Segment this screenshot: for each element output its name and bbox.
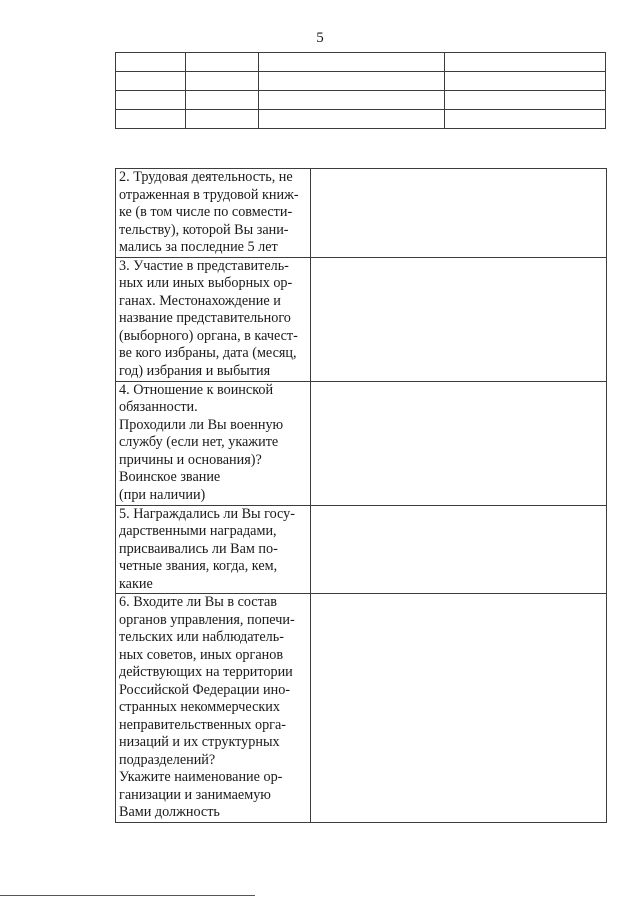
question-text-line: год) избрания и выбытия	[119, 362, 271, 379]
question-text-line: (при наличии)	[119, 486, 206, 503]
question-row-5	[116, 505, 607, 594]
table-cell[interactable]	[185, 53, 258, 72]
question-text-line: тельских или наблюдатель-	[119, 629, 284, 645]
table-cell[interactable]	[258, 110, 445, 129]
question-text-line: отраженная в трудовой книж-	[119, 186, 299, 203]
table-cell[interactable]	[116, 110, 186, 129]
question-text-line: Укажите наименование ор-	[119, 769, 283, 785]
answer-cell[interactable]	[311, 257, 607, 381]
question-text-line: Проходили ли Вы военную	[119, 416, 284, 433]
question-text-line: 4. Отношение к воинской	[119, 381, 274, 398]
question-cell	[116, 505, 311, 594]
page-number: 5	[316, 30, 324, 46]
table-cell[interactable]	[258, 53, 445, 72]
question-text-line: (выборного) органа, в качест-	[119, 327, 298, 344]
footnote-divider	[0, 895, 255, 896]
table-cell[interactable]	[445, 53, 606, 72]
question-text-line: Вами должность	[119, 804, 220, 820]
question-text-line: ке (в том числе по совмести-	[119, 204, 293, 220]
table-cell[interactable]	[258, 72, 445, 91]
question-cell	[116, 594, 311, 823]
question-text-line: действующих на территории	[119, 664, 293, 680]
question-row-2	[116, 169, 607, 258]
questionnaire-table	[115, 168, 607, 823]
question-text-line: неправительственных орга-	[119, 716, 287, 733]
table-cell[interactable]	[116, 53, 186, 72]
question-text-line: Российской Федерации ино-	[119, 681, 291, 698]
table-cell[interactable]	[116, 72, 186, 91]
question-text-line: ганизации и занимаемую	[119, 786, 271, 803]
question-text-line: органов управления, попечи-	[119, 611, 295, 628]
table-row	[116, 110, 606, 129]
question-text-line: причины и основания)?	[119, 451, 262, 468]
question-text-line: низаций и их структурных	[119, 734, 280, 750]
question-text-line: дарственными наградами,	[119, 523, 277, 539]
question-text-line: ных советов, иных органов	[119, 646, 284, 663]
answer-cell[interactable]	[311, 169, 607, 258]
question-text-line: ве кого избраны, дата (месяц,	[119, 345, 297, 361]
table-cell[interactable]	[185, 91, 258, 110]
question-text-line: тельству), которой Вы зани-	[119, 221, 289, 238]
question-text-line: обязанности.	[119, 399, 198, 415]
table-row	[116, 53, 606, 72]
table-cell[interactable]	[445, 91, 606, 110]
table-cell[interactable]	[258, 91, 445, 110]
question-text-line: присваивались ли Вам по-	[119, 540, 278, 557]
question-cell	[116, 169, 311, 258]
question-text-line: 2. Трудовая деятельность, не	[119, 169, 293, 185]
table-cell[interactable]	[116, 91, 186, 110]
question-text-line: подразделений?	[119, 751, 216, 768]
answer-cell[interactable]	[311, 594, 607, 823]
table-row	[116, 91, 606, 110]
question-text-line: странных некоммерческих	[119, 699, 280, 715]
question-text-line: 5. Награждались ли Вы госу-	[119, 505, 295, 522]
table-cell[interactable]	[185, 110, 258, 129]
question-text-line: мались за последние 5 лет	[119, 239, 278, 255]
question-row-4	[116, 381, 607, 505]
answer-cell[interactable]	[311, 505, 607, 594]
question-text-line: название представительного	[119, 310, 291, 326]
question-text-line: ганах. Местонахождение и	[119, 292, 281, 309]
question-text-line: четные звания, когда, кем,	[119, 558, 278, 574]
question-text-line: 6. Входите ли Вы в состав	[119, 594, 277, 610]
question-text-line: ных или иных выборных ор-	[119, 275, 293, 291]
table-cell[interactable]	[185, 72, 258, 91]
question-row-6	[116, 594, 607, 823]
table-row	[116, 72, 606, 91]
continued-table	[115, 52, 606, 129]
answer-cell[interactable]	[311, 381, 607, 505]
question-text-line: службу (если нет, укажите	[119, 434, 279, 450]
question-row-3	[116, 257, 607, 381]
question-cell	[116, 257, 311, 381]
table-cell[interactable]	[445, 110, 606, 129]
question-text-line: какие	[119, 575, 153, 592]
question-text-line: Воинское звание	[119, 469, 221, 485]
question-cell	[116, 381, 311, 505]
question-text-line: 3. Участие в представитель-	[119, 257, 289, 274]
table-cell[interactable]	[445, 72, 606, 91]
